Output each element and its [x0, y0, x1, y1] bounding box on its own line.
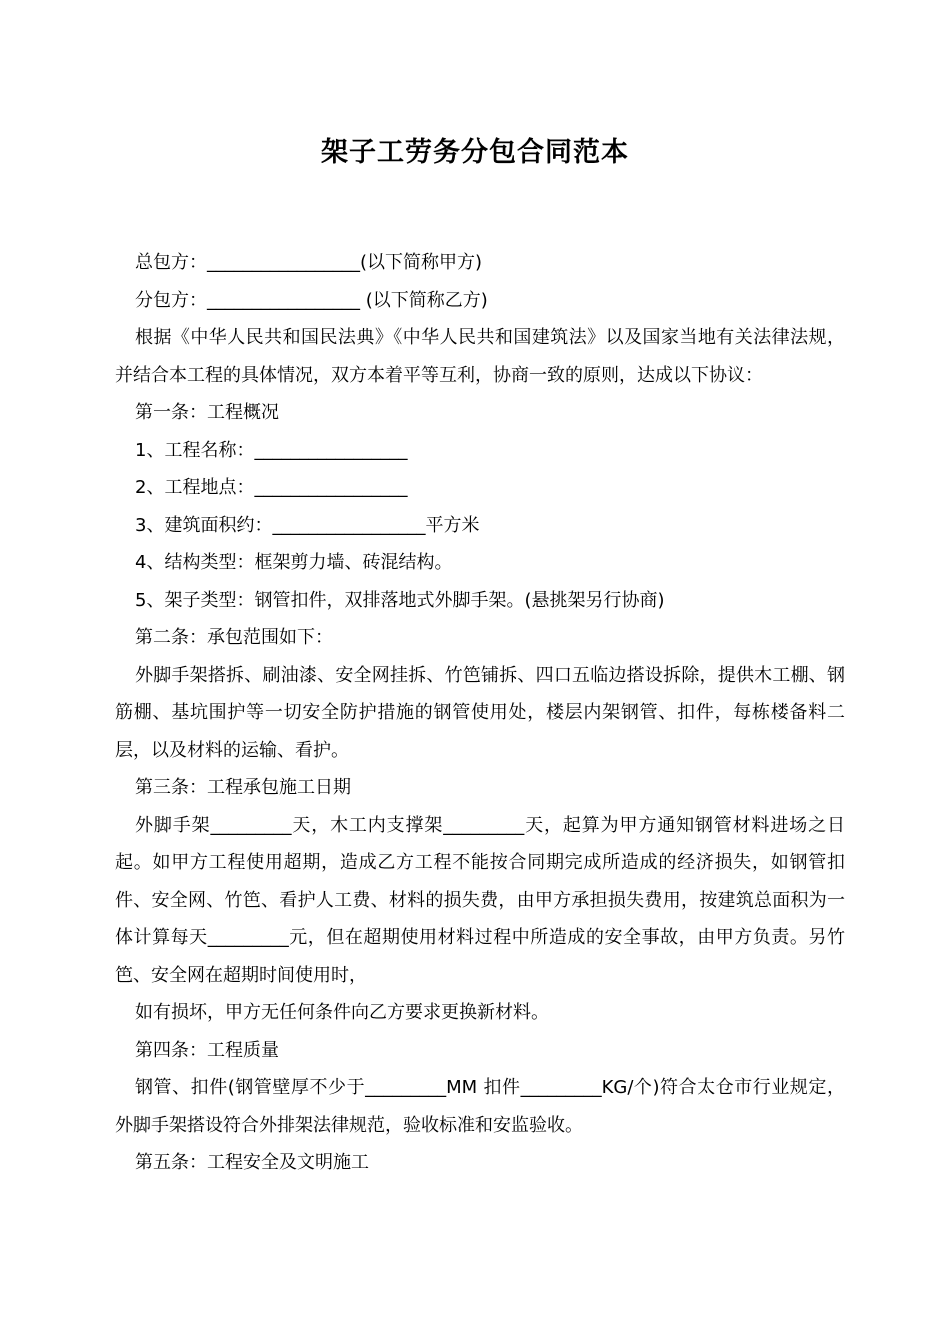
building-area-line: 3、建筑面积约：_________________平方米	[135, 514, 480, 536]
article-heading-1: 第一条：工程概况	[135, 402, 279, 423]
scope-paragraph: 外脚手架搭拆、刷油漆、安全网挂拆、竹笆铺拆、四口五临边搭设拆除，提供木工棚、钢筋棚、基坑围护等一切安全防护措施的钢管使用处，楼层内架钢管、扣件，每栋楼备料二层，以及材料的运输、看护。	[115, 664, 845, 761]
article-heading-2: 第二条：承包范围如下：	[135, 627, 333, 648]
project-name-line: 1、工程名称：_________________	[135, 439, 408, 461]
article-heading-4: 第四条：工程质量	[135, 1039, 279, 1061]
article-heading-5: 第五条：工程安全及文明施工	[135, 1152, 369, 1173]
damage-paragraph: 如有损坏，甲方无任何条件向乙方要求更换新材料。	[135, 1002, 549, 1023]
document-title: 架子工劳务分包合同范本	[321, 137, 629, 168]
scaffold-type-line: 5、架子类型：钢管扣件，双排落地式外脚手架。(悬挑架另行协商)	[135, 589, 665, 611]
structure-type-line: 4、结构类型：框架剪力墙、砖混结构。	[135, 552, 453, 573]
article-heading-3: 第三条：工程承包施工日期	[135, 777, 351, 798]
project-location-line: 2、工程地点：_________________	[135, 477, 408, 498]
document-body	[115, 244, 845, 1182]
preamble-paragraph: 根据《中华人民共和国民法典》《中华人民共和国建筑法》以及国家当地有关法律法规，并结合本工程的具体情况，双方本着平等互利，协商一致的原则，达成以下协议：	[115, 327, 845, 386]
clause-general-contractor: 总包方：_________________(以下简称甲方)	[135, 252, 483, 273]
clause-subcontractor: 分包方：_________________ (以下简称乙方)	[135, 289, 488, 311]
quality-paragraph: 钢管、扣件(钢管壁厚不少于_________MM 扣件_________KG/个)符合太仓市行业规定，外脚手架搭设符合外排架法律规范，验收标准和安监验收。	[115, 1077, 845, 1136]
schedule-paragraph: 外脚手架_________天，木工内支撑架_________天，起算为甲方通知钢管材料进场之日起。如甲方工程使用超期，造成乙方工程不能按合同期完成所造成的经济损失，如钢管扣件、安全网、竹笆、看护人工费、材料的损失费，由甲方承担损失费用，按建筑总面积为一体计算每天_________元，但在超期使用材料过程中所造成的安全事故，由甲方负责。另竹笆、安全网在超期时间使用时，	[115, 814, 845, 986]
